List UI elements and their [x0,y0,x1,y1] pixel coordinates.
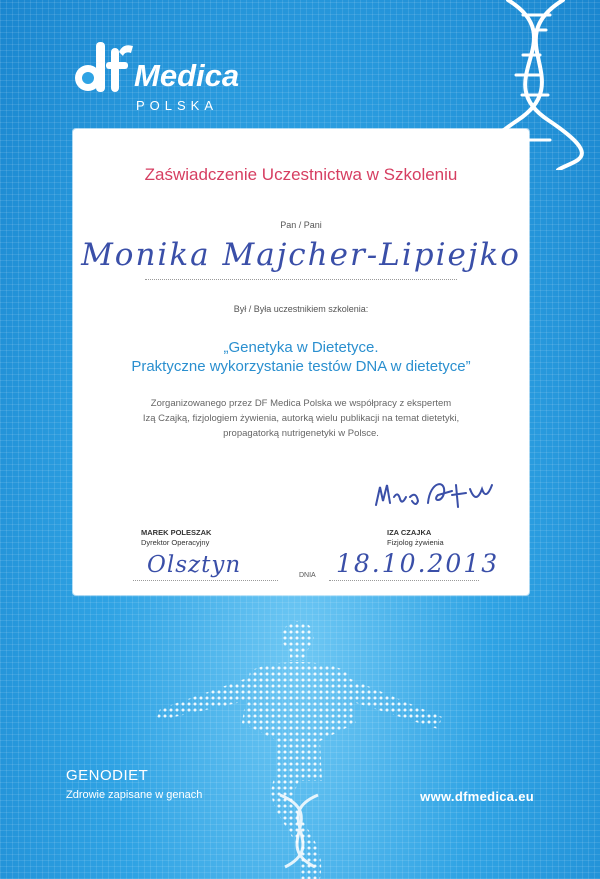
city-underline [133,580,278,581]
date-handwritten: 18.10.2013 [336,549,500,578]
signatory-right-role: Fizjolog żywienia [387,538,444,547]
df-medica-logo [70,38,260,124]
organizer-text [73,396,529,441]
signatory-right-name: IZA CZAJKA [387,528,432,537]
course-title-line1: „Genetyka w Dietetyce. [223,339,379,356]
certificate-card [73,129,529,595]
participant-label: Był / Była uczestnikiem szkolenia: [233,304,369,314]
organizer-line1: Zorganizowanego przez DF Medica Polska we współpracy z ekspertem [150,398,452,409]
signature-iza-czajka [370,477,504,523]
dna-human-figure-icon [150,605,450,879]
program-name: GENODIET [66,767,149,784]
certificate-title: Zaświadczenie Uczestnictwa w Szkoleniu [144,165,458,184]
date-underline [329,580,479,581]
website-link[interactable]: www.dfmedica.eu [420,789,534,804]
organizer-line2: Izą Czajką, fizjologiem żywienia, autorką wielu publikacji na temat dietetyki, [142,413,460,424]
signatory-left-role: Dyrektor Operacyjny [141,538,210,547]
city-handwritten: Olsztyn [147,552,242,578]
salutation-label: Pan / Pani [280,220,322,230]
course-title-line2: Praktyczne wykorzystanie testów DNA w dietetyce” [131,358,471,375]
signatory-left-name: MAREK POLESZAK [141,528,212,537]
logo-country: POLSKA [136,98,219,113]
date-label: DNIA [299,572,316,579]
organizer-line3: propagatorką nutrigenetyki w Polsce. [223,428,379,439]
participant-name: Monika Majcher-Lipiejko [81,237,521,273]
logo-brand: Medica [134,58,240,93]
course-title [73,338,529,376]
name-underline [145,279,457,280]
program-tagline: Zdrowie zapisane w genach [66,789,203,801]
